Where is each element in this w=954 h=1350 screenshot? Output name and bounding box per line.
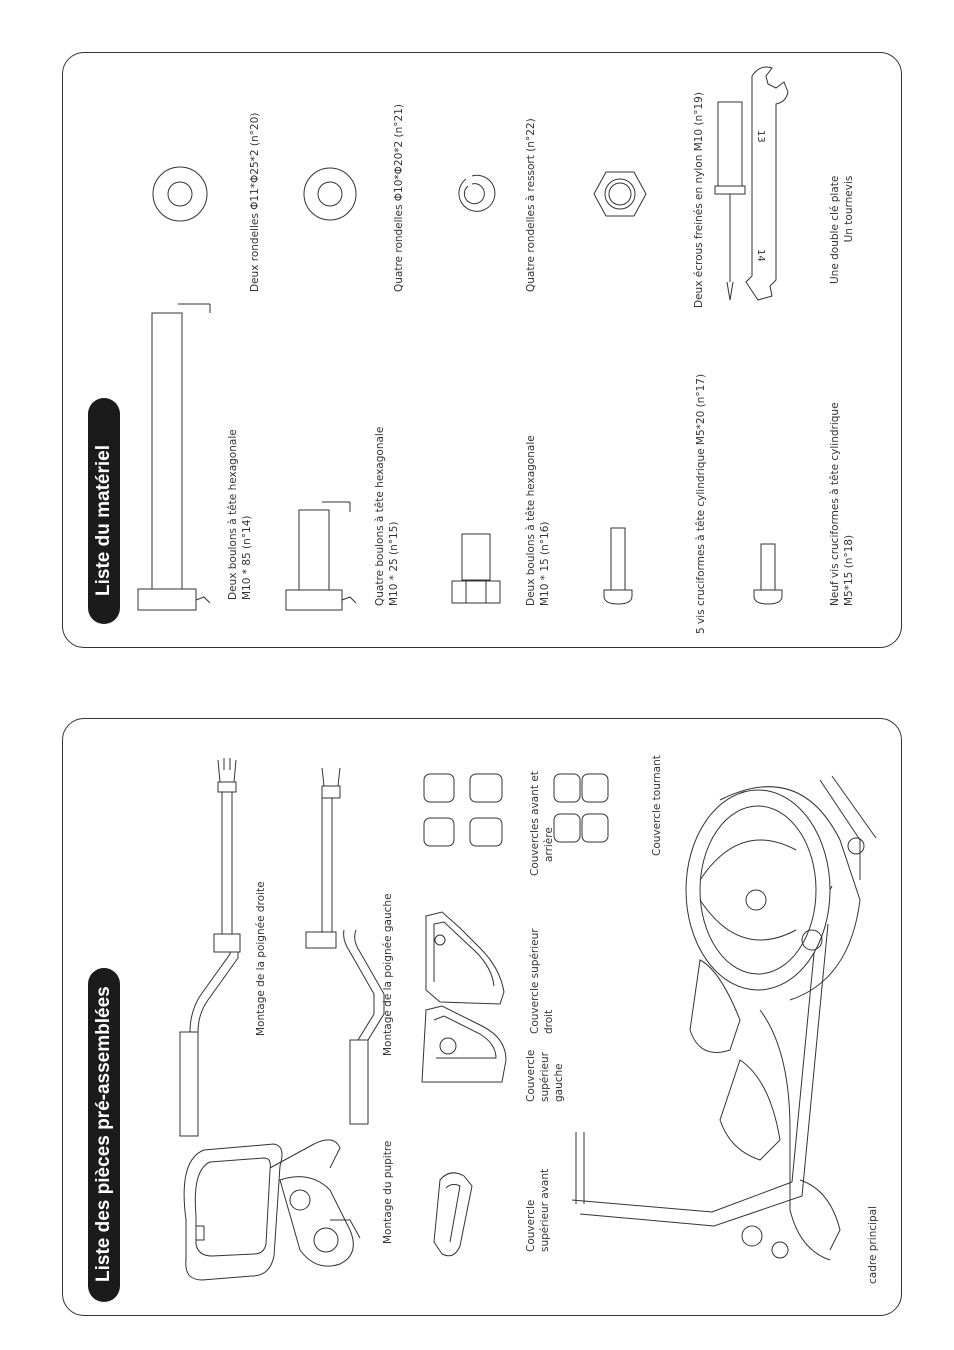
label-front-back-covers: Couvercles avant et arrière: [529, 771, 555, 876]
label-bolt-m10x15: Deux boulons à tête hexagonale M10 * 15 (n°16): [525, 435, 551, 606]
label-right-handle: Montage de la poignée droite: [255, 881, 267, 1036]
label-washer-21: Quatre rondelles Φ10*Φ20*2 (n°21): [393, 104, 405, 292]
label-tools: Une double clé plate Un tournevis: [829, 175, 855, 284]
wrench-mark-14: 14: [755, 249, 766, 262]
main-frame-icon: [572, 776, 876, 1260]
console-assembly-icon: [184, 1140, 360, 1280]
left-handle-icon: [306, 768, 384, 1124]
label-screw-m5x15: Neuf vis cruciformes à tête cylindrique M5*15 (n°18): [829, 402, 855, 606]
label-rotating-cover: Couvercle tournant: [651, 755, 663, 856]
left-top-cover-icon: [422, 1006, 506, 1082]
label-main-frame: cadre principal: [867, 1205, 879, 1284]
right-top-cover-icon: [426, 912, 504, 1004]
parts-title: Liste des pièces pré-assemblées: [93, 986, 114, 1282]
right-handle-icon: [180, 758, 240, 1136]
front-top-cover-icon: [434, 1173, 472, 1256]
label-front-top-cover: Couvercle supérieur avant: [525, 1168, 551, 1252]
label-nylon-nut: Deux écrous freinés en nylon M10 (n°19): [693, 92, 705, 308]
label-bolt-m10x85: Deux boulons à tête hexagonale M10 * 85 (n°14): [227, 429, 253, 600]
label-left-handle: Montage de la poignée gauche: [382, 893, 394, 1056]
wrench-mark-13: 13: [755, 130, 766, 143]
label-left-top-cover: Couvercle supérieur gauche: [525, 1049, 565, 1102]
label-console: Montage du pupitre: [382, 1140, 394, 1244]
front-back-covers-icon: [424, 774, 608, 846]
label-washer-20: Deux rondelles Φ11*Φ25*2 (n°20): [249, 112, 261, 292]
label-screw-m5x20: 5 vis cruciformes à tête cylindrique M5*20 (n°17): [695, 373, 707, 634]
label-bolt-m10x25: Quatre boulons à tête hexagonale M10 * 25 (n°15): [374, 426, 400, 606]
label-spring-washer: Quatre rondelles à ressort (n°22): [525, 118, 537, 292]
label-right-top-cover: Couvercle supérieur droit: [529, 928, 555, 1034]
hardware-title: Liste du matériel: [93, 445, 114, 596]
